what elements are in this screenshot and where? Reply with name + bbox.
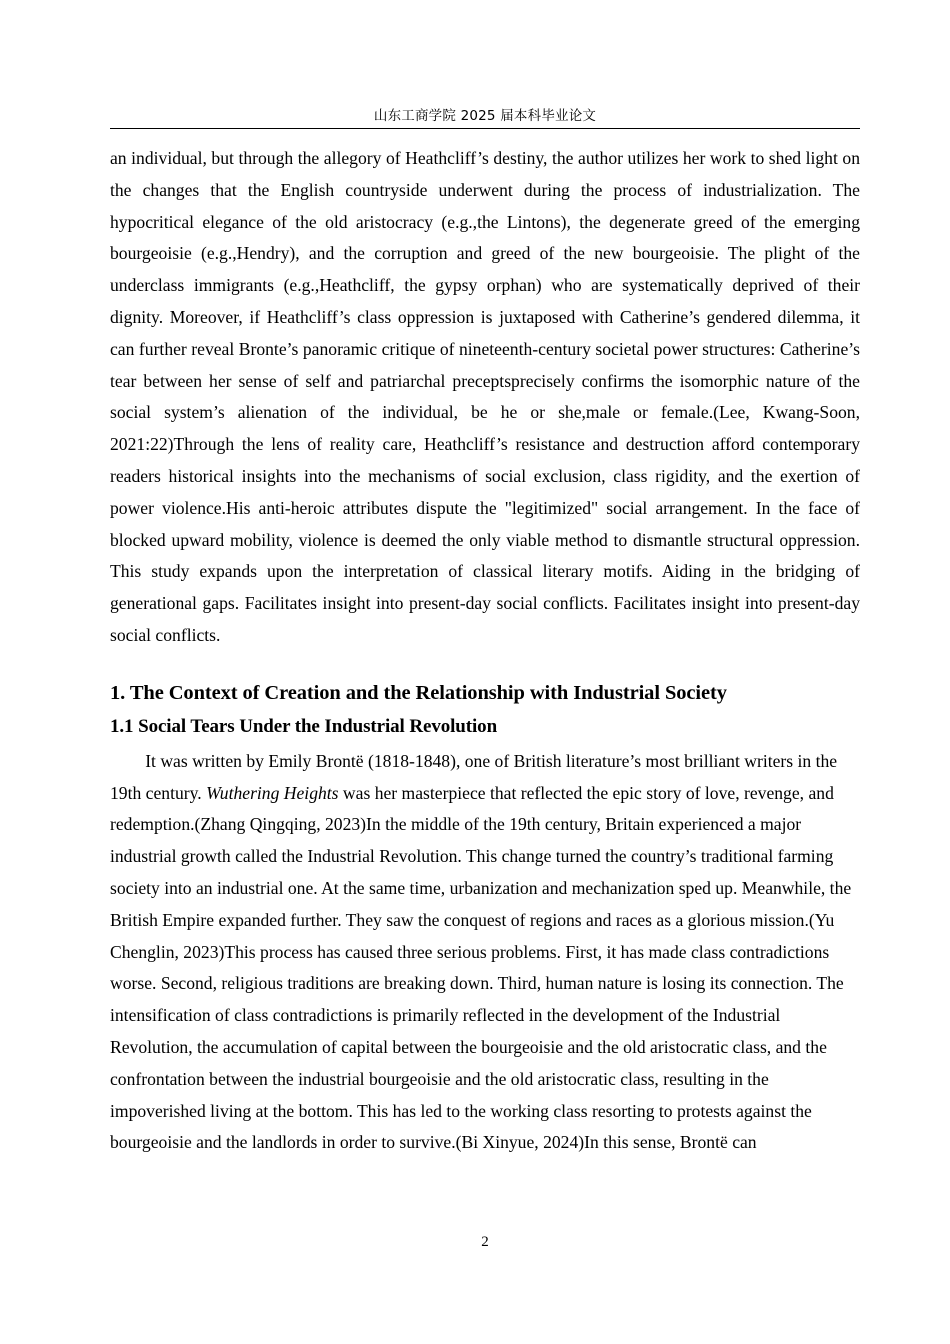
- document-body: [110, 143, 860, 1159]
- book-title-wuthering-heights: Wuthering Heights: [206, 782, 339, 803]
- page-number: 2: [481, 1234, 489, 1250]
- page-footer: [110, 1232, 860, 1252]
- paragraph-text-part-1: It was written by Emily Brontë (1818-1848), one of British literature’s most brilliant writers in the 19th century.: [110, 750, 838, 803]
- page-header: [110, 108, 860, 129]
- header-divider: [110, 128, 860, 129]
- paragraph-section-1-1: [110, 746, 860, 1159]
- paragraph-text-part-2: was her masterpiece that reflected the epic story of love, revenge, and redemption.(Zhang Qingqing, 2023)In the middle of the 19th century, Britain experienced a major industrial growth called the Industrial Revolution. This change turned the country’s traditional farming society into an industrial one. At the same time, urbanization and mechanization sped up. Meanwhile, the British Empire expanded further. They saw the conquest of regions and races as a glorious mission.(Yu Chenglin, 2023)This process has caused three serious problems. First, it has made class contradictions worse. Second, religious traditions are breaking down. Third, human nature is losing its connection. The intensification of class contradictions is primarily reflected in the development of the Industrial Revolution, the accumulation of capital between the bourgeoisie and the old aristocratic class, and the confrontation between the industrial bourgeoisie and the old aristocratic class, resulting in the impoverished living at the bottom. This has led to the working class resorting to protests against the bourgeoisie and the landlords in order to survive.(Bi Xinyue, 2024)In this sense, Brontë can: [110, 782, 852, 1153]
- section-heading-1: 1. The Context of Creation and the Relationship with Industrial Society: [110, 681, 727, 704]
- paragraph-continuation: an individual, but through the allegory of Heathcliff’s destiny, the author utilizes her work to shed light on the changes that the English countryside underwent during the process of industrialization. The hypocritical elegance of the old aristocracy (e.g.,the Lintons), the degenerate greed of the emerging bourgeoisie (e.g.,Hendry), and the corruption and greed of the new bourgeoisie. The plight of the underclass immigrants (e.g.,Heathcliff, the gypsy orphan) who are systematically deprived of their dignity. Moreover, if Heathcliff’s class oppression is juxtaposed with Catherine’s gendered dilemma, it can further reveal Bronte’s panoramic critique of nineteenth-century societal power structures: Catherine’s tear between her sense of self and patriarchal preceptsprecisely confirms the isomorphic nature of the social system’s alienation of the individual, be he or she,male or female.(Lee, Kwang-Soon, 2021:22)Through the lens of reality care, Heathcliff’s resistance and destruction afford contemporary readers historical insights into the mechanisms of social exclusion, class rigidity, and the exertion of power violence.His anti-heroic attributes dispute the "legitimized" social arrangement. In the face of blocked upward mobility, violence is deemed the only viable method to dismantle structural oppression. This study expands upon the interpretation of classical literary motifs. Aiding in the bridging of generational gaps. Facilitates insight into present-day social conflicts. Facilitates insight into present-day social conflicts.: [110, 148, 860, 645]
- header-title: 山东工商学院 2025 届本科毕业论文: [373, 108, 597, 124]
- paragraph-block: [110, 742, 860, 1159]
- section-heading-1-1: 1.1 Social Tears Under the Industrial Revolution: [110, 715, 498, 737]
